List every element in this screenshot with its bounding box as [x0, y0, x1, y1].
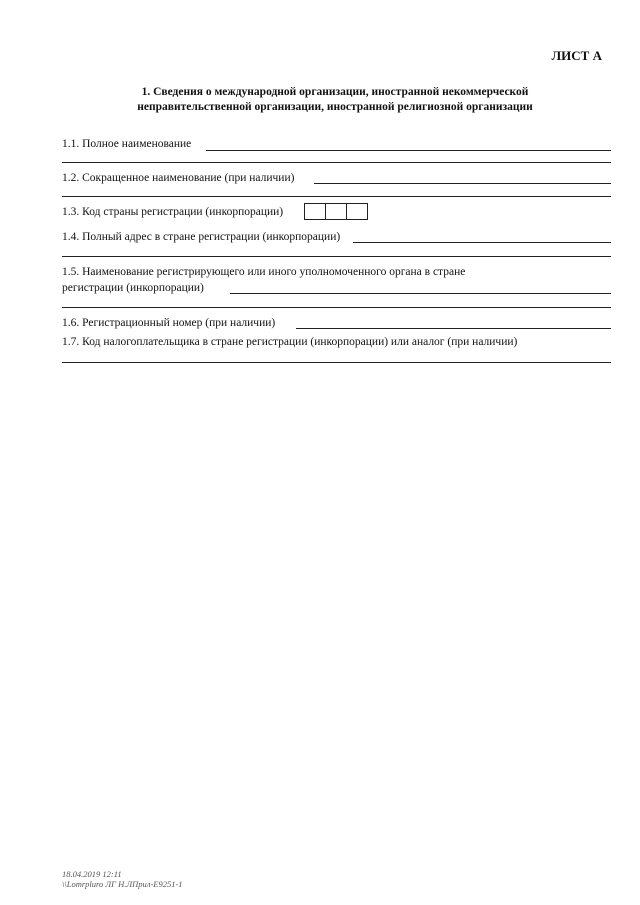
field-input-taxpayer-code[interactable]	[62, 362, 611, 363]
country-code-box-1[interactable]	[304, 203, 326, 220]
country-code-box-3[interactable]	[346, 203, 368, 220]
field-input-full-name[interactable]	[206, 150, 611, 151]
field-input-full-address-cont[interactable]	[62, 256, 611, 257]
section-heading-line-2: неправительственной организации, иностранной религиозной организации	[137, 101, 533, 113]
field-label-registering-body-2: регистрации (инкорпорации)	[62, 282, 204, 294]
print-timestamp: 18.04.2019 12:11	[62, 869, 122, 879]
sheet-label: ЛИСТ А	[551, 48, 602, 63]
field-input-full-name-cont[interactable]	[62, 162, 611, 163]
field-input-registration-number[interactable]	[296, 328, 611, 329]
country-code-box-2[interactable]	[325, 203, 347, 220]
field-label-registering-body: 1.5. Наименование регистрирующего или иного уполномоченного органа в стране	[62, 266, 466, 278]
field-input-registering-body-cont[interactable]	[62, 307, 611, 308]
field-label-short-name: 1.2. Сокращенное наименование (при наличии)	[62, 172, 295, 184]
field-label-full-name: 1.1. Полное наименование	[62, 138, 192, 150]
field-input-registering-body[interactable]	[230, 293, 611, 294]
field-label-registration-number: 1.6. Регистрационный номер (при наличии)	[62, 317, 276, 329]
field-label-full-address: 1.4. Полный адрес в стране регистрации (инкорпорации)	[62, 231, 341, 243]
print-footer	[62, 869, 183, 889]
country-code-boxes[interactable]	[304, 203, 368, 220]
print-file-path: \\Lomrpluro ЛГ Н.ЛПрил-Е9251-1	[62, 879, 183, 889]
section-heading-line-1: 1. Сведения о международной организации, иностранной некоммерческой	[141, 86, 529, 98]
field-input-short-name[interactable]	[314, 183, 611, 184]
section-heading	[70, 85, 600, 115]
field-input-full-address[interactable]	[353, 242, 611, 243]
field-input-short-name-cont[interactable]	[62, 196, 611, 197]
field-label-taxpayer-code: 1.7. Код налогоплательщика в стране регистрации (инкорпорации) или аналог (при наличии)	[62, 336, 518, 348]
field-label-country-code: 1.3. Код страны регистрации (инкорпорации)	[62, 206, 284, 218]
